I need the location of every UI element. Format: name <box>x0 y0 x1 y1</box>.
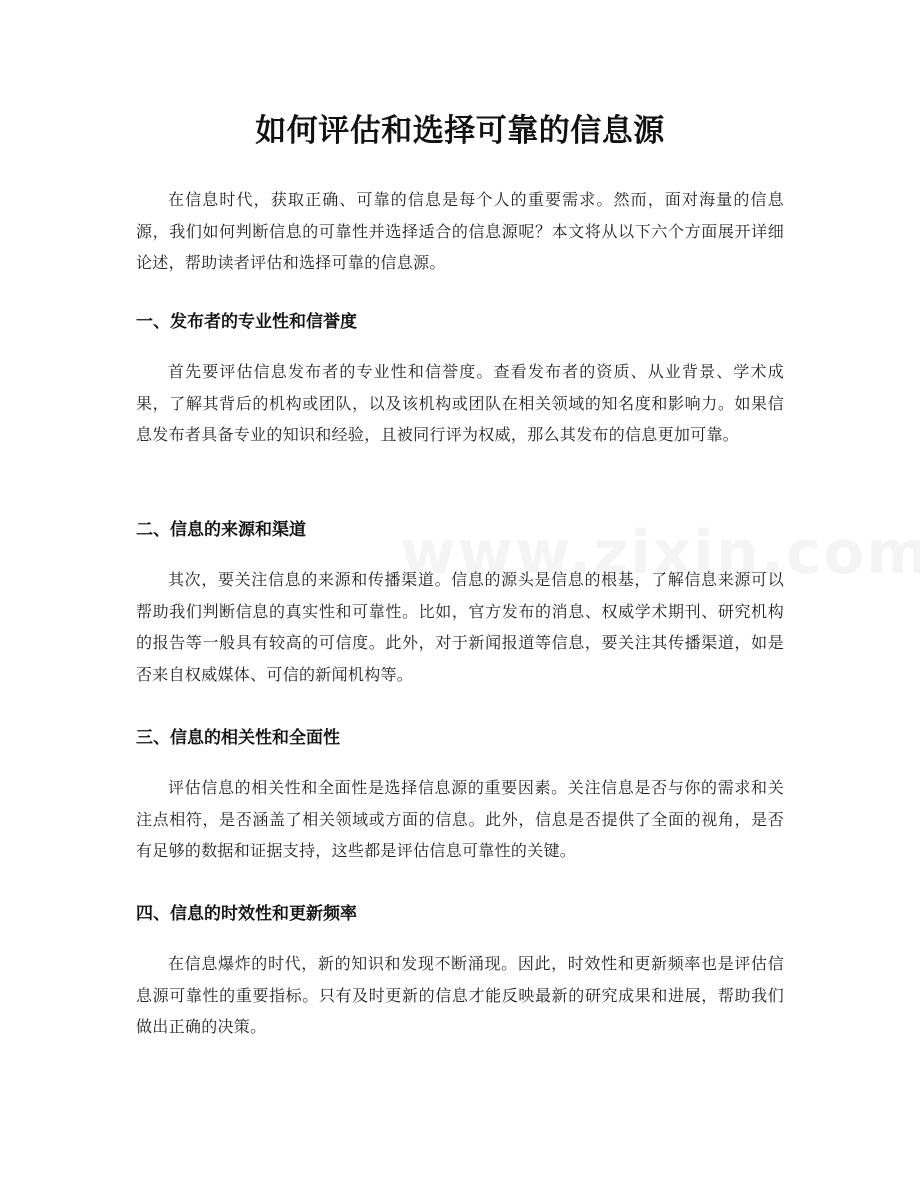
section-body-4: 在信息爆炸的时代，新的知识和发现不断涌现。因此，时效性和更新频率也是评估信息源可靠性的重要指标。只有及时更新的信息才能反映最新的研究成果和进展，帮助我们做出正确的决策。 <box>136 954 784 1036</box>
section-heading-2: 二、信息的来源和渠道 <box>136 520 306 540</box>
intro-paragraph: 在信息时代，获取正确、可靠的信息是每个人的重要需求。然而，面对海量的信息源，我们如何判断信息的可靠性并选择适合的信息源呢？本文将从以下六个方面展开详细论述，帮助读者评估和选择可靠的信息源。 <box>136 190 784 272</box>
section-heading-4: 四、信息的时效性和更新频率 <box>136 904 357 924</box>
section-body-2: 其次，要关注信息的来源和传播渠道。信息的源头是信息的根基，了解信息来源可以帮助我们判断信息的真实性和可靠性。比如，官方发布的消息、权威学术期刊、研究机构的报告等一般具有较高的可信度。此外，对于新闻报道等信息，要关注其传播渠道，如是否来自权威媒体、可信的新闻机构等。 <box>136 570 784 684</box>
section-body-3: 评估信息的相关性和全面性是选择信息源的重要因素。关注信息是否与你的需求和关注点相符，是否涵盖了相关领域或方面的信息。此外，信息是否提供了全面的视角，是否有足够的数据和证据支持，这些都是评估信息可靠性的关键。 <box>136 778 784 860</box>
section-body-1: 首先要评估信息发布者的专业性和信誉度。查看发布者的资质、从业背景、学术成果，了解其背后的机构或团队，以及该机构或团队在相关领域的知名度和影响力。如果信息发布者具备专业的知识和经验，且被同行评为权威，那么其发布的信息更加可靠。 <box>136 362 784 444</box>
page-title: 如何评估和选择可靠的信息源 <box>255 113 665 149</box>
section-heading-1: 一、发布者的专业性和信誉度 <box>136 312 357 332</box>
section-heading-3: 三、信息的相关性和全面性 <box>136 728 340 748</box>
